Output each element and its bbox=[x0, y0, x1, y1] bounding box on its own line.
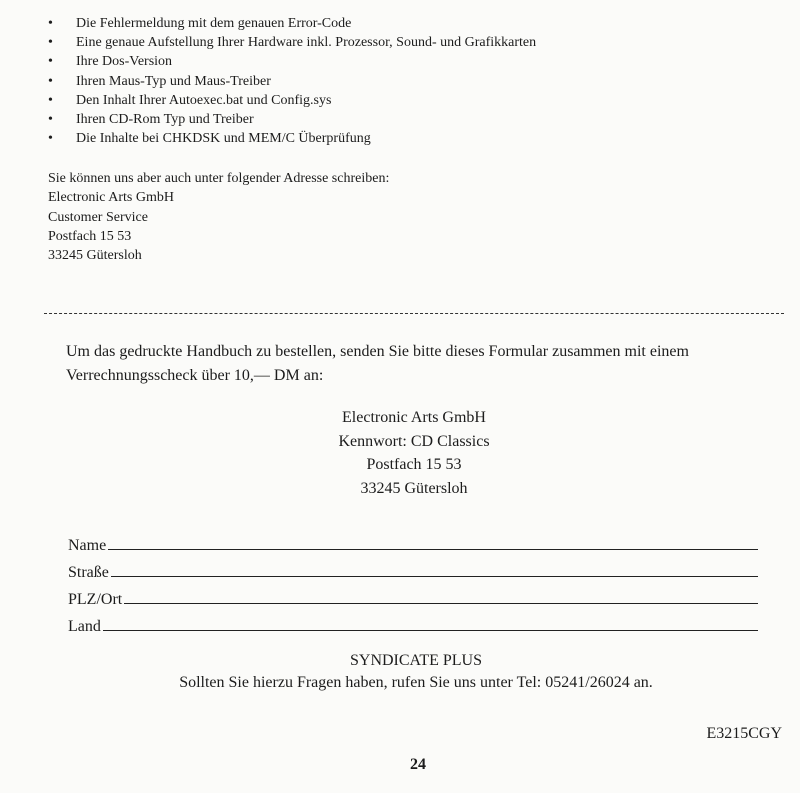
list-item: • Ihren Maus-Typ und Maus-Treiber bbox=[48, 72, 536, 91]
order-address-keyword: Kennwort: CD Classics bbox=[338, 432, 490, 450]
hotline-text: Sollten Sie hierzu Fragen haben, rufen Sie uns unter Tel: 05241/26024 an. bbox=[179, 674, 653, 691]
order-address bbox=[0, 406, 800, 500]
zip-city-row bbox=[68, 582, 758, 609]
country-row bbox=[68, 609, 758, 636]
address-city: 33245 Gütersloh bbox=[48, 248, 142, 264]
street-field[interactable] bbox=[111, 576, 758, 577]
bullet-icon: • bbox=[48, 54, 53, 70]
list-item: • Ihren CD-Rom Typ und Treiber bbox=[48, 110, 536, 129]
name-row bbox=[68, 528, 758, 555]
cut-line-divider bbox=[44, 313, 784, 314]
bullet-icon: • bbox=[48, 73, 53, 89]
name-label: Name bbox=[68, 537, 107, 554]
bullet-icon: • bbox=[48, 16, 53, 31]
country-label: Land bbox=[68, 618, 101, 635]
bullet-icon: • bbox=[48, 112, 53, 128]
country-field[interactable] bbox=[103, 630, 758, 631]
list-item: • Eine genaue Aufstellung Ihrer Hardware inkl. Prozessor, Sound- und Grafikkarten bbox=[48, 33, 536, 52]
name-field[interactable] bbox=[108, 549, 758, 550]
list-item: • Den Inhalt Ihrer Autoexec.bat und Config.sys bbox=[48, 91, 536, 110]
street-row bbox=[68, 555, 758, 582]
street-label: Straße bbox=[68, 564, 109, 581]
requirements-list bbox=[48, 14, 536, 148]
order-form bbox=[68, 528, 758, 636]
order-address-company: Electronic Arts GmbH bbox=[342, 409, 486, 426]
footer-note bbox=[0, 650, 800, 694]
order-instructions: Um das gedruckte Handbuch zu bestellen, senden Sie bitte dieses Formular zusammen mit einem Verrechnungsscheck über 10,— DM an: bbox=[66, 343, 689, 384]
list-item: • Die Fehlermeldung mit dem genauen Error-Code bbox=[48, 14, 536, 33]
bullet-icon: • bbox=[48, 131, 53, 147]
address-intro: Sie können uns aber auch unter folgender Adresse schreiben: bbox=[48, 171, 390, 186]
order-address-postbox: Postfach 15 53 bbox=[366, 456, 462, 473]
address-company: Electronic Arts GmbH bbox=[48, 190, 174, 206]
product-code: E3215CGY bbox=[706, 725, 782, 742]
address-department: Customer Service bbox=[48, 209, 148, 225]
page-number: 24 bbox=[410, 756, 426, 773]
order-address-city: 33245 Gütersloh bbox=[360, 479, 468, 497]
support-address bbox=[48, 169, 389, 265]
bullet-icon: • bbox=[48, 92, 53, 108]
address-postbox: Postfach 15 53 bbox=[48, 228, 132, 244]
list-item: • Die Inhalte bei CHKDSK und MEM/C Überprüfung bbox=[48, 129, 536, 148]
zip-city-field[interactable] bbox=[124, 603, 758, 604]
bullet-icon: • bbox=[48, 35, 53, 51]
list-item: • Ihre Dos-Version bbox=[48, 52, 536, 71]
product-title: SYNDICATE PLUS bbox=[349, 652, 482, 669]
zip-city-label: PLZ/Ort bbox=[68, 591, 123, 608]
